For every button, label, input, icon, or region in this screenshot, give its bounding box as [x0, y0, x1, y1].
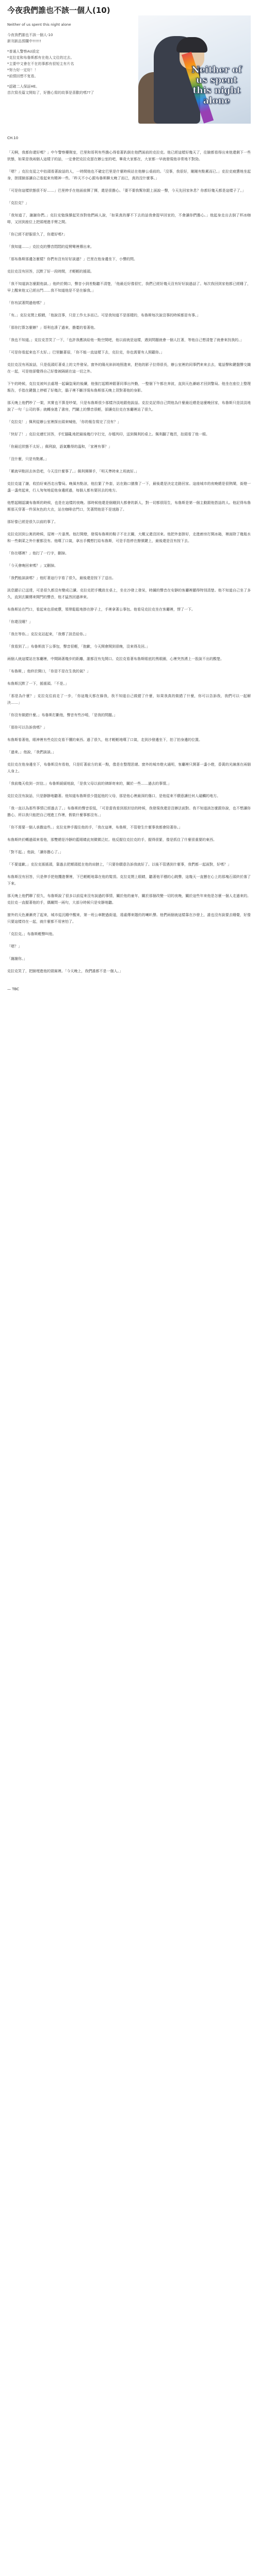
story-paragraph: 「我在等你。」克拉克站起來，「我傳了訊息給你。」: [7, 632, 89, 636]
story-paragraph: 「你最近狀態不太好。」佩利說，語氣難得的溫和，「家裡有事？」: [7, 445, 112, 449]
meta-line: *努力好一定好！！: [7, 68, 38, 72]
story-paragraph: 「你不需要一個人承擔這些。」克拉克伸手握住他的手，「我在這裡，布魯斯，不管發生什麼事我都會陪著你。」: [7, 825, 183, 829]
story-paragraph: 「我也不知道。」克拉克苦笑了一下，「也許我應該給他一點空間吧，他以前就是這樣，遇到問題就會一個人扛著，等他自己想清楚了就會來找我的。」: [7, 338, 244, 342]
story-paragraph: 「那是為什麼？」克拉克往前走了一步，「你這幾天都在躲我，我不知道自己做錯了什麼，如果我真的做錯了什麼，你可以告訴我，我們可以一起解決……」: [7, 694, 251, 705]
story-paragraph: 「我看到了。」布魯斯放下公事包，聲音很輕，「抱歉，今天開會開到很晚，沒來得及回。」: [7, 645, 150, 649]
story-paragraph: 布魯斯沉默了一下，搖搖頭。「不是。」: [7, 682, 69, 686]
story-paragraph: 「克拉克？」: [7, 201, 29, 205]
story-paragraph: 克拉克笑了，把臉埋進他的頸窩裡。「今天晚上，我們誰都不是一個人。」: [7, 969, 123, 973]
cover-image: [138, 15, 251, 124]
story-paragraph: 「你有試著問過他嗎？」: [7, 301, 47, 305]
article-body: [7, 135, 251, 992]
story-paragraph: 「過來。」他說，「我們談談。」: [7, 750, 56, 754]
story-paragraph: 「不要道歉。」克拉克搖搖頭，靠過去把額頭抵在他的肩膀上，「只要你願意告訴我就好了。以後不管遇到什麼事，我們都一起面對，好嗎？」: [7, 862, 231, 867]
story-paragraph: 克拉克道了謝，收拾好東西走出警局。晚風有點涼，他拉緊了外套，站在路口猶豫了一下，最後還是決定走路回家。這座城市的夜晚總是很熱鬧，街燈一盞一盞亮起來，行人匆匆地從他身邊經過，每個人都有要回去的地方。: [7, 482, 251, 493]
story-paragraph: 「嗯？」: [7, 944, 22, 948]
story-paragraph: 「我知道……」克拉克的聲音悶悶的從臂彎裡傳出來。: [7, 245, 94, 249]
meta-line: Neither of us spent this night alone: [7, 23, 71, 27]
story-paragraph: 「謝謝你。」: [7, 957, 27, 961]
story-paragraph: 「你沒有做錯什麼。」布魯斯打斷他，聲音有些沙啞，「是我的問題。」: [7, 713, 118, 717]
story-paragraph: 「那你打算怎麼辦？」哥利也湊了過來，擔憂的看著他。: [7, 326, 98, 330]
story-paragraph: 「天啊，我都你還好嗎？」中午警察藥劑室，巴里和哥利有些擔心得看著趴倒在他們面前的克拉克。他已經這樣好幾天了，往臉都看得出來他還剩下一些狀態，如果是我兩個人這樣子的話，一定會把克拉克留在辦公室的吧，畢竟大家都在，大家都一早就發現他非常地不對勁。: [7, 150, 251, 161]
story-paragraph: 「克拉克。」布魯斯輕聲叫他。: [7, 932, 56, 936]
story-paragraph: 那天晚上他們吵了一架，其實也不算是吵架，只是布魯斯很少那樣冷淡地跟他說話。克拉克記得自己問他為什麼最近總是這麼晚回家，布魯斯只是淡淡地說了一句「公司的事」就轉身進了書房，門關上的聲音很輕，卻讓克拉克在客廳裡站了很久。: [7, 401, 251, 412]
story-paragraph: 那好像已經是很久以前的事了。: [7, 520, 58, 524]
story-paragraph: 「對不起。」他說，「讓你擔心了。」: [7, 850, 63, 854]
tbc-label: — TBC: [7, 987, 20, 991]
story-paragraph: 那天晚上他們聊了很久，布魯斯說了很多以前從來沒有說過的事情，關於他的童年，關於那個改變一切的夜晚，關於這些年來他是怎麼一個人走過來的。克拉克一直握著他的手，偶爾問一兩句，大部分時候只是安靜地聽。: [7, 894, 251, 905]
story-paragraph: 布魯斯站在門口，看起來也很疲憊，領帶鬆鬆地掛在脖子上，手裡拿著公事包。他看見克拉克坐在客廳裡，愣了一下。: [7, 607, 195, 612]
story-paragraph: 「我知道了，謝謝你們。」克拉克勉強撐起笑容對他們兩人說，「如果真的撐不下去的話我會提早回家的，不會讓你們擔心。」他起身走出去倒了杯冰咖啡，又回到座位上把頭埋進手臂之間。: [7, 213, 251, 224]
story-paragraph: 「我一直以為那些事情已經過去了。」布魯斯的聲音很低，「可是當我看到那封信的時候，我發現我還是沒辦法面對。我不知道該怎麼跟你說，也不想讓你擔心，所以我只能把自己埋進工作裡，假裝什麼事都沒有。」: [7, 806, 251, 817]
story-paragraph: 「我不知道該怎麼跟他談。」他終於開口，聲音小到差點聽不清楚，「他最近好像很忙，我們已經好幾天沒有好好說過話了。每次我回到家他都已經睡了，早上醒來他又已經出門……我不知道他是不是在躲我。」: [7, 282, 251, 293]
story-paragraph: 布魯斯終於轉過頭來看他，那雙總是冷靜的藍眼睛此刻微微泛紅。他反握住克拉克的手，握得很緊，像是抓住了什麼很重要的東西。: [7, 838, 217, 842]
story-paragraph: 克拉克沒有說話，只是靜靜地聽著。他知道布魯斯很少提起他的父母，那是他心裡最深的傷口，是他從來不願意讓任何人碰觸的地方。: [7, 794, 220, 798]
story-paragraph: 「你在哪裡？」他打了一行字，刪掉。: [7, 551, 69, 555]
article-title: 今夜我們誰也不該一個人(10): [7, 6, 110, 15]
meta-line: *前情回想不复看。: [7, 74, 38, 78]
story-paragraph: 「布魯斯，」他終於開口，「你是不是在生我的氣？」: [7, 669, 90, 673]
story-paragraph: 「今天會晚回來嗎？」又刪掉。: [7, 564, 58, 568]
story-paragraph: 布魯斯沒有回答，只是伸手把他攬進懷裡，下巴輕輕地靠在他的髮頂。克拉克閉上眼睛，聽著他平穩的心跳聲，這幾天一直懸在心上的那塊石頭終於落了下來。: [7, 875, 251, 886]
story-paragraph: 布魯斯看著他，眼神裡有些克拉克看不懂的東西。過了很久，他才輕輕地嘆了口氣，走到沙發邊坐下，拍了拍身邊的位置。: [7, 738, 202, 742]
story-paragraph: 「可是你這樣狀態很不好……」巴里伸手在他面前揮了揮，還是很擔心。「要不要我幫你跟上面說一聲，今天先回家休息？你都好幾天都是這樣子了。」: [7, 189, 246, 193]
meta-line: 新刊新品預購中!!!!!!: [7, 39, 41, 43]
story-paragraph: 「我前幾天收到一封信。」布魯斯緩緩地說，「是我父母以前的律師寄來的，關於一些……過去的事情。」: [7, 782, 172, 786]
cover-caption: Neither of us spent this night alone: [191, 65, 242, 106]
paragraph-list: [7, 149, 251, 975]
story-paragraph: 克拉克沒有再說話，只是低頭盯著桌上的文件發呆。窗外的陽光斜斜地照進來，把他的影子拉得很長，辦公室裡的同事們來來去去，電話聲和鍵盤聲交織在一起，可是他卻覺得自己好像被隔絕在這一切之外。: [7, 363, 251, 374]
story-paragraph: 「有。」克拉克閉上眼睛，「他說沒事，只是工作太多而已。可是我知道不是那樣的，布魯斯每次說沒事的時候都是有事。」: [7, 313, 201, 317]
story-paragraph: 訊息顯示已送達，可是很久都沒有變成已讀。克拉克把手機放在桌上，坐在沙發上發呆，時鐘的聲音在安靜的客廳裡顯得特別清楚。他不知道自己坐了多久，直到玄關傳來開門的聲音，他才猛然回過神來。: [7, 588, 251, 599]
story-paragraph: 「那你可以告訴我嗎？」: [7, 725, 47, 730]
story-paragraph: 「你還沒睡？」: [7, 620, 33, 624]
story-paragraph: 「那布魯斯那邊怎麼樣？你們有沒有好好談過？」巴里在他身邊坐下，小聲的問。: [7, 257, 137, 261]
story-paragraph: 窗外的天色漸漸亮了起來，城市從沉睡中醒來，第一班公車駛過街道，遠處傳來隱約的喇叭聲。他們兩個就這樣靠在沙發上，誰也沒有說要去睡覺，好像只要這樣待在一起，就什麼都不用害怕了。: [7, 913, 251, 924]
meta-line: *認確二人保証HE。: [7, 84, 40, 89]
story-paragraph: 「快好了！」克拉克連忙回答，手忙腳亂地把最後幾行字打完，存檔列印，送到佩利的桌上。佩利翻了幾頁，抬頭看了他一眼。: [7, 432, 209, 436]
story-paragraph: 「累就早點回去休息吧，今天沒什麼事了。」佩利揮揮手，「明天準時來上班就好。」: [7, 469, 139, 473]
story-paragraph: 兩個人就這樣站在客廳裡，中間隔著幾步的距離，誰都沒有先開口。克拉克看著布魯斯眼底的黑眼圈，心裡突然湧上一股說不出的酸楚。: [7, 657, 224, 661]
story-paragraph: 克拉克沒有回答，沉默了好一段時間，才輕輕的搖頭。: [7, 269, 94, 274]
story-paragraph: 「沒什麼，只是有點累。」: [7, 457, 49, 461]
story-paragraph: 他想起剛認識布魯斯的時候，也是在這樣的夜晚。那時候他還是個剛到大都會的新人，對一切都很陌生，布魯斯是第一個主動跟他搭話的人。他記得布魯斯那天穿著一件深灰色的大衣，站在咖啡店門口，笑著問他是不是迷路了。: [7, 501, 251, 512]
meta-line: 今夜我們誰也不該一個人-10: [7, 33, 53, 37]
story-paragraph: 「可是你看起來也不太好。」巴里皺著眉，「你不能一直這樣下去，克拉克，你也需要有人照顧你。」: [7, 350, 165, 354]
story-paragraph: 「我們能談談嗎？」他盯著這行字看了很久，最後還是按下了送出。: [7, 576, 116, 580]
meta-line: *主要中文會在不在的事都有很短主有片名: [7, 62, 74, 66]
meta-line: 首次寫長篇文開始了，好擔心寫的故事是喜歡的嗎??了: [7, 91, 94, 95]
story-paragraph: 「克拉克！」佩利從辦公室裡探出頭來喊他，「你的報告寫完了沒有？」: [7, 420, 121, 424]
story-paragraph: 「你已經不舒服很久了，你還好嗎?」: [7, 232, 67, 236]
story-paragraph: 克拉克回到公寓的時候，屋裡一片漆黑。他打開燈，發現布魯斯的鞋子不在玄關，大概又還沒回來。他把外套掛好，走進廚房打開冰箱，裡面除了幾瓶水和一些剩菜之外什麼都沒有。他嘆了口氣，拿出手機想打給布魯斯，可是手指停在撥號鍵上，最後還是沒有按下去。: [7, 532, 251, 543]
story-paragraph: 克拉克在他身邊坐下，布魯斯沒有看他，只是盯著前方的某一點，像是在整理思緒。窗外的城市燈火通明，客廳裡只開著一盞小燈，昏黃的光線落在兩個人身上。: [7, 762, 251, 773]
story-paragraph: 「嗯？」克拉克從之中抬頭看著說話的人，一時間他也不確定巴里是什麼時候站在他辦公桌前的。「沒事，我很好，剛剛有點累而已。」克拉克疲憊地坐起身，搓揉臉部讓自己看起來有精神一些。「昨天不小心跟布魯斯聊太晚了而已，真的沒什麼事。」: [7, 170, 251, 180]
meta-line: *克拉克和布魯斯都有在他人文往的过去。: [7, 56, 74, 60]
chapter-label: CH.10: [7, 136, 19, 140]
meta-line: *普通人警察AU設定: [7, 49, 40, 54]
story-paragraph: 下午的時候，克拉克被叫去處理一起竊盜案的後續，他強打起精神跟著同事出外勤，一整個下午都在奔波，直到天色漸暗才回到警局。他坐在座位上整理報告，手指在鍵盤上停頓了好幾次，腦子裡不斷浮現布魯斯那天晚上背對著他的身影。: [7, 382, 251, 393]
